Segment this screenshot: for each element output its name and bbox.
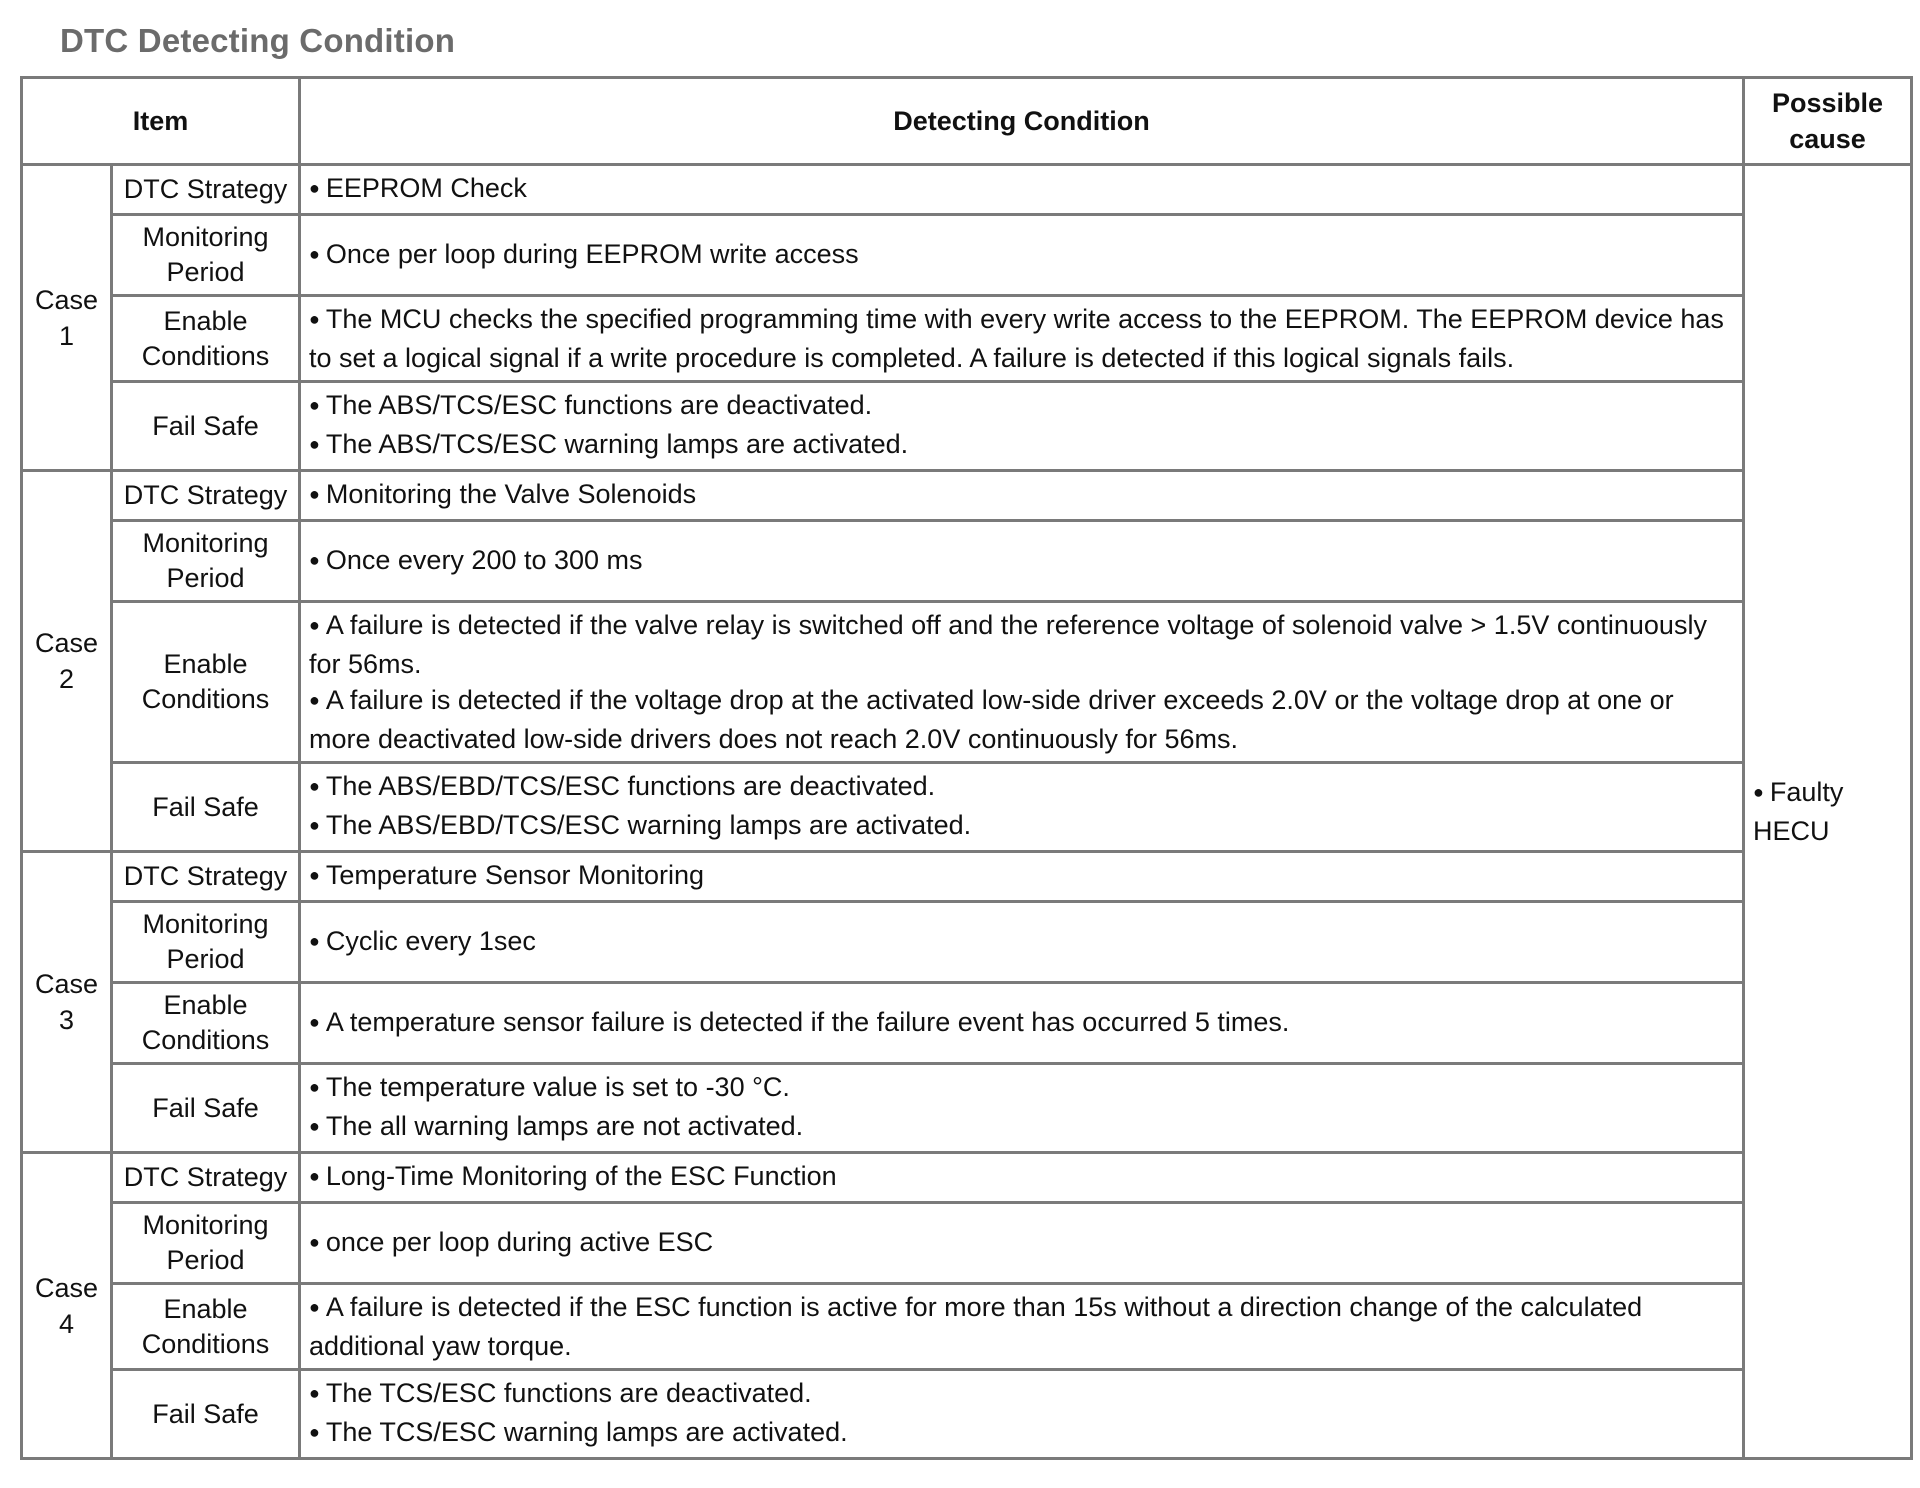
case-label-line1: Case xyxy=(34,969,99,999)
condition-text: ● The MCU checks the specified programming time with every write access to the EEPROM. The EEPROM device has to set a logical signal if a write procedure is completed. A failure is detected if this logical signals fails. xyxy=(309,301,1734,376)
condition-cell xyxy=(300,521,1744,602)
case-label xyxy=(22,165,112,471)
condition-cell xyxy=(300,382,1744,471)
item-label-line1: Enable xyxy=(163,990,248,1020)
header-item: Item xyxy=(22,78,300,165)
item-label-line2: Period xyxy=(166,944,245,974)
condition-cell xyxy=(300,852,1744,902)
condition-text: ● A failure is detected if the ESC function is active for more than 15s without a direction change of the calculated additional yaw torque. xyxy=(309,1289,1734,1364)
item-label-line1: Monitoring xyxy=(142,222,269,252)
item-label-line2: Period xyxy=(166,563,245,593)
case-label xyxy=(22,1153,112,1459)
item-label xyxy=(112,215,300,296)
item-label-line1: DTC Strategy xyxy=(123,861,288,891)
condition-text: ● The temperature value is set to -30 °C. xyxy=(309,1069,1734,1108)
item-label xyxy=(112,602,300,763)
item-label xyxy=(112,1203,300,1284)
table-row xyxy=(22,1203,1912,1284)
condition-text: ● The ABS/EBD/TCS/ESC functions are deactivated. xyxy=(309,768,1734,807)
header-detecting-condition: Detecting Condition xyxy=(300,78,1744,165)
condition-text: ● Monitoring the Valve Solenoids xyxy=(309,476,1734,515)
item-label-line2: Conditions xyxy=(141,684,270,714)
header-possible-cause xyxy=(1744,78,1912,165)
item-label-line1: Enable xyxy=(163,305,248,336)
condition-cell xyxy=(300,763,1744,852)
condition-text: ● The ABS/TCS/ESC warning lamps are activated. xyxy=(309,426,1734,465)
item-label-line2: Period xyxy=(166,1245,245,1275)
case-label xyxy=(22,471,112,852)
possible-cause-line2: HECU xyxy=(1753,816,1830,846)
header-cause-line2: cause xyxy=(1789,124,1866,154)
item-label-line2: Conditions xyxy=(141,1025,270,1055)
condition-text: ● Long-Time Monitoring of the ESC Function xyxy=(309,1158,1734,1197)
header-cause-line1: Possible xyxy=(1771,88,1884,118)
possible-cause-line1: ● Faulty xyxy=(1753,777,1843,807)
condition-cell xyxy=(300,602,1744,763)
item-label-line2: Conditions xyxy=(141,1328,270,1359)
item-label-line1: DTC Strategy xyxy=(123,1162,288,1192)
case-label-line1: Case xyxy=(34,1272,99,1303)
case-label-line1: Case xyxy=(34,628,99,658)
item-label xyxy=(112,521,300,602)
item-label xyxy=(112,165,300,215)
table-row xyxy=(22,471,1912,521)
table-row xyxy=(22,1284,1912,1370)
table-row xyxy=(22,165,1912,215)
table-row xyxy=(22,215,1912,296)
case-label-line1: Case xyxy=(34,284,99,315)
item-label-line1: Fail Safe xyxy=(152,1398,259,1429)
item-label xyxy=(112,902,300,983)
condition-text: ● EEPROM Check xyxy=(309,170,1734,209)
case-label-line2: 3 xyxy=(58,1005,75,1035)
table-row xyxy=(22,521,1912,602)
item-label-line1: Fail Safe xyxy=(152,410,259,441)
condition-text: ● Once per loop during EEPROM write access xyxy=(309,236,1734,275)
condition-text: ● The TCS/ESC warning lamps are activated. xyxy=(309,1414,1734,1453)
header-row xyxy=(22,78,1912,165)
condition-text: ● Temperature Sensor Monitoring xyxy=(309,857,1734,896)
table-row xyxy=(22,602,1912,763)
condition-cell xyxy=(300,165,1744,215)
condition-cell xyxy=(300,983,1744,1064)
condition-text: ● A temperature sensor failure is detected if the failure event has occurred 5 times. xyxy=(309,1004,1734,1043)
case-label-line2: 1 xyxy=(58,320,75,351)
item-label xyxy=(112,1064,300,1153)
table-row xyxy=(22,852,1912,902)
item-label xyxy=(112,1153,300,1203)
item-label-line1: Fail Safe xyxy=(152,791,259,822)
item-label xyxy=(112,382,300,471)
condition-cell xyxy=(300,1284,1744,1370)
table-row xyxy=(22,902,1912,983)
condition-cell xyxy=(300,1153,1744,1203)
condition-text: ● Once every 200 to 300 ms xyxy=(309,542,1734,581)
case-label xyxy=(22,852,112,1153)
item-label-line1: Monitoring xyxy=(142,1210,269,1240)
condition-cell xyxy=(300,1370,1744,1459)
condition-cell xyxy=(300,1203,1744,1284)
item-label-line1: DTC Strategy xyxy=(123,174,288,204)
item-label xyxy=(112,763,300,852)
condition-cell xyxy=(300,215,1744,296)
condition-text: ● once per loop during active ESC xyxy=(309,1224,1734,1263)
condition-text: ● A failure is detected if the voltage drop at the activated low-side driver exceeds 2.0V or the voltage drop at one or more deactivated low-side drivers does not reach 2.0V continuously for 56ms. xyxy=(309,682,1734,757)
item-label xyxy=(112,1284,300,1370)
dtc-table xyxy=(20,76,1913,1460)
item-label xyxy=(112,983,300,1064)
case-label-line2: 2 xyxy=(58,664,75,694)
condition-cell xyxy=(300,296,1744,382)
item-label-line1: Monitoring xyxy=(142,909,269,939)
condition-cell xyxy=(300,1064,1744,1153)
condition-text: ● The ABS/TCS/ESC functions are deactivated. xyxy=(309,387,1734,426)
condition-text: ● The ABS/EBD/TCS/ESC warning lamps are activated. xyxy=(309,807,1734,846)
table-row xyxy=(22,1153,1912,1203)
item-label-line1: DTC Strategy xyxy=(123,480,288,510)
item-label-line2: Conditions xyxy=(141,340,270,371)
item-label xyxy=(112,296,300,382)
page-title: DTC Detecting Condition xyxy=(60,22,456,59)
condition-cell xyxy=(300,471,1744,521)
item-label xyxy=(112,1370,300,1459)
table-row xyxy=(22,983,1912,1064)
item-label xyxy=(112,471,300,521)
item-label-line1: Fail Safe xyxy=(152,1092,259,1123)
table-row xyxy=(22,1370,1912,1459)
item-label-line1: Enable xyxy=(163,1293,248,1324)
condition-text: ● The all warning lamps are not activated. xyxy=(309,1108,1734,1147)
table-row xyxy=(22,763,1912,852)
table-row xyxy=(22,296,1912,382)
item-label-line1: Enable xyxy=(163,649,248,679)
condition-text: ● The TCS/ESC functions are deactivated. xyxy=(309,1375,1734,1414)
table-row xyxy=(22,1064,1912,1153)
case-label-line2: 4 xyxy=(58,1308,75,1339)
table-row xyxy=(22,382,1912,471)
item-label-line2: Period xyxy=(166,257,245,287)
item-label xyxy=(112,852,300,902)
possible-cause-cell xyxy=(1744,165,1912,1459)
condition-text: ● Cyclic every 1sec xyxy=(309,923,1734,962)
item-label-line1: Monitoring xyxy=(142,528,269,558)
condition-text: ● A failure is detected if the valve relay is switched off and the reference voltage of solenoid valve > 1.5V continuously for 56ms. xyxy=(309,607,1734,682)
condition-cell xyxy=(300,902,1744,983)
